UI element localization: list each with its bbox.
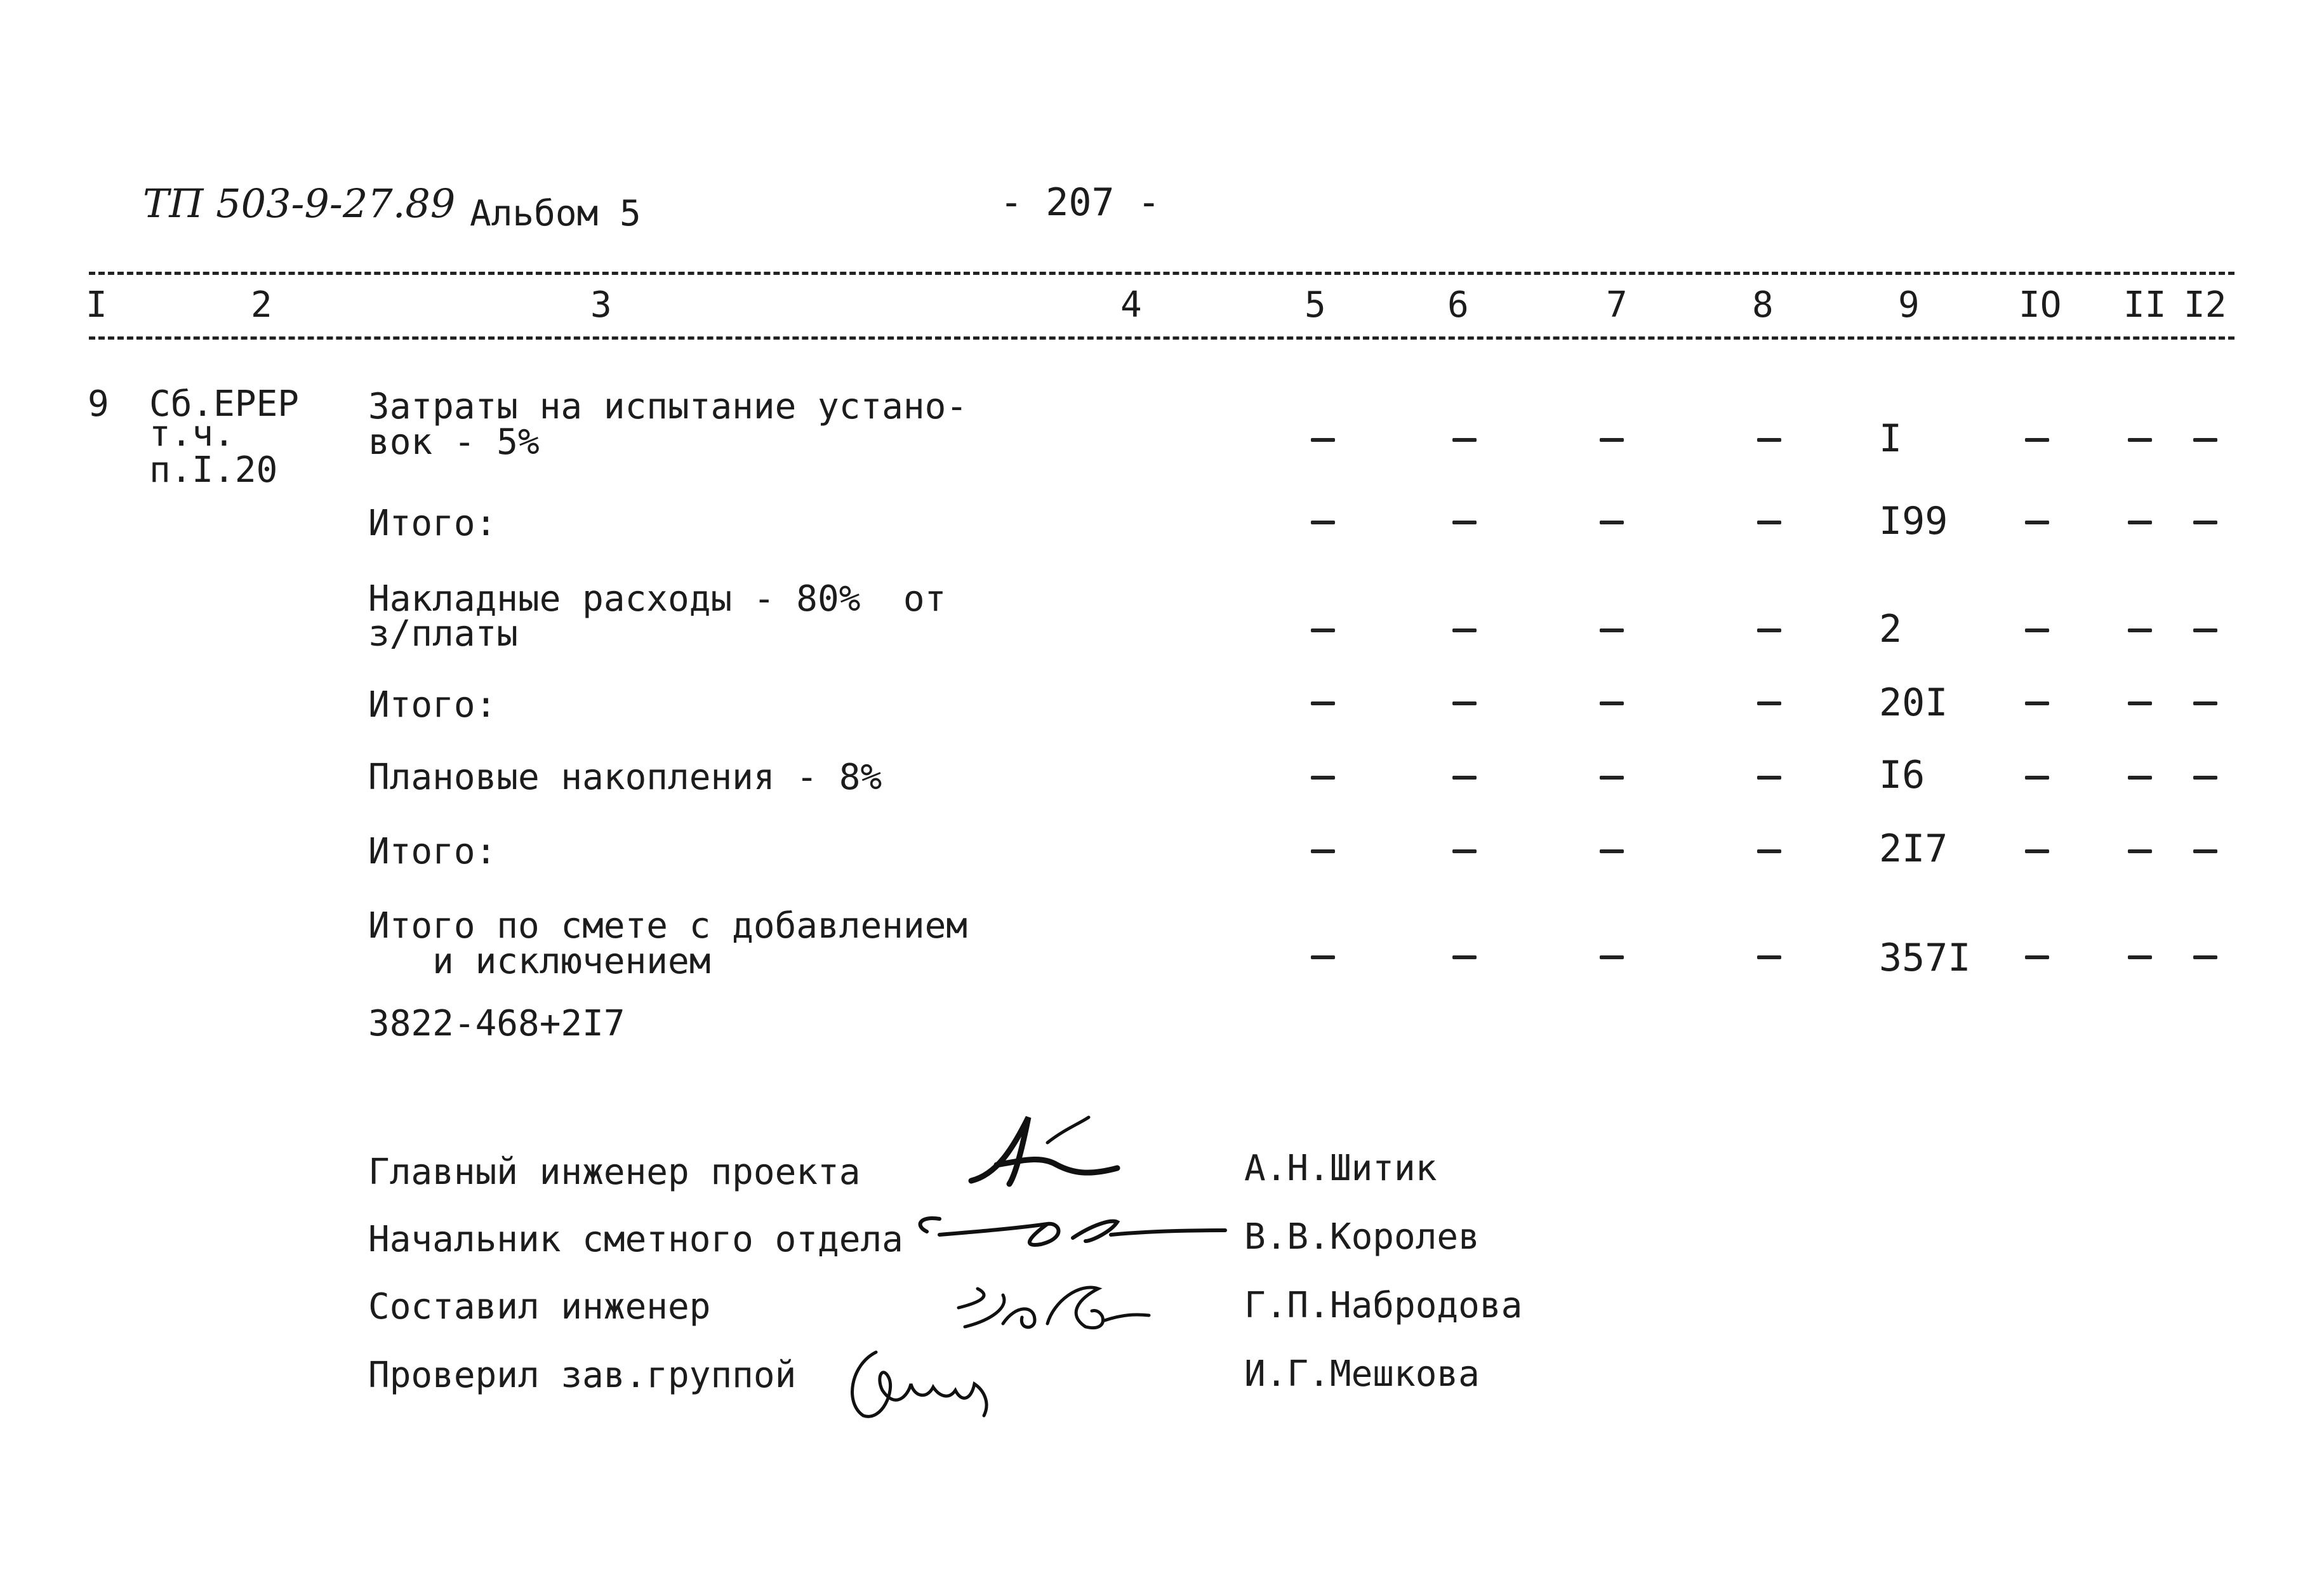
dash-cell-row-3-c7 (1600, 628, 1624, 632)
dash-cell-row-2-c10 (2025, 521, 2049, 524)
row-7-desc-line-1: Итого по смете с добавлением (368, 905, 968, 947)
row-2-col-9: I99 (1879, 499, 1948, 543)
dash-cell-row-5-c6 (1452, 776, 1477, 780)
row-3-desc-line-2: з/платы (368, 613, 519, 655)
item-ref-line-3: п.I.20 (149, 449, 278, 491)
item-number: 9 (88, 383, 109, 425)
row-1-desc-line-2: вок - 5% (368, 422, 540, 463)
signature-name-3: Г.П.Набродова (1244, 1285, 1523, 1326)
row-3-desc-line-1: Накладные расходы - 80% от (368, 578, 946, 620)
dash-cell-row-1-c11 (2128, 438, 2152, 442)
dash-cell-row-6-c11 (2128, 849, 2152, 853)
row-6-desc: Итого: (368, 831, 497, 872)
signature-name-1: А.Н.Шитик (1244, 1148, 1437, 1189)
row-6-col-9: 2I7 (1879, 827, 1948, 871)
document-code: ТП 503-9-27.89 (143, 180, 456, 227)
dash-cell-row-1-c6 (1452, 438, 1477, 442)
row-1-col-9: I (1879, 416, 1902, 461)
dash-cell-row-3-c5 (1311, 628, 1335, 632)
dash-cell-row-2-c8 (1757, 521, 1781, 524)
dash-cell-row-5-c5 (1311, 776, 1335, 780)
dash-cell-row-3-c10 (2025, 628, 2049, 632)
col-header-3: 3 (590, 284, 612, 326)
dash-cell-row-7-c5 (1311, 955, 1335, 959)
col-header-6: 6 (1447, 284, 1469, 326)
formula: 3822-468+2I7 (368, 1003, 625, 1044)
dash-cell-row-6-c10 (2025, 849, 2049, 853)
signature-mark-1 (952, 1105, 1130, 1200)
dash-cell-row-5-c11 (2128, 776, 2152, 780)
page-number: - 207 - (1000, 180, 1160, 225)
signature-role-2: Начальник сметного отдела (368, 1219, 903, 1260)
album-label: Альбом 5 (470, 193, 641, 234)
col-header-8: 8 (1752, 284, 1774, 326)
row-7-desc-line-2: и исключением (368, 941, 711, 982)
col-header-7: 7 (1606, 284, 1628, 326)
dash-cell-row-4-c5 (1311, 701, 1335, 705)
dash-cell-row-3-c6 (1452, 628, 1477, 632)
col-header-9: 9 (1898, 284, 1920, 326)
signature-role-4: Проверил зав.группой (368, 1355, 797, 1396)
dash-cell-row-5-c7 (1600, 776, 1624, 780)
dash-cell-row-4-c8 (1757, 701, 1781, 705)
item-ref-line-2: т.ч. (149, 413, 235, 455)
dash-cell-row-4-c10 (2025, 701, 2049, 705)
dash-cell-row-5-c8 (1757, 776, 1781, 780)
item-ref-line-1: Сб.ЕРЕР (149, 383, 300, 425)
row-5-desc: Плановые накопления - 8% (368, 757, 882, 798)
dash-cell-row-4-c12 (2193, 701, 2217, 705)
dash-cell-row-7-c10 (2025, 955, 2049, 959)
col-header-11: II (2123, 284, 2167, 326)
dash-cell-row-6-c8 (1757, 849, 1781, 853)
dash-cell-row-6-c12 (2193, 849, 2217, 853)
col-header-10: IO (2019, 284, 2062, 326)
dash-cell-row-2-c11 (2128, 521, 2152, 524)
row-3-col-9: 2 (1879, 607, 1902, 651)
dash-cell-row-3-c12 (2193, 628, 2217, 632)
col-header-5: 5 (1305, 284, 1326, 326)
dash-cell-row-2-c6 (1452, 521, 1477, 524)
dash-cell-row-7-c6 (1452, 955, 1477, 959)
row-1-desc-line-1: Затраты на испытание устано- (368, 386, 968, 427)
row-4-desc: Итого: (368, 684, 497, 726)
row-2-desc: Итого: (368, 503, 497, 544)
dash-cell-row-4-c6 (1452, 701, 1477, 705)
dash-cell-row-1-c7 (1600, 438, 1624, 442)
header-rule-bottom (89, 336, 2234, 340)
col-header-1: I (86, 284, 107, 326)
signature-name-2: В.В.Королев (1244, 1216, 1480, 1258)
signature-mark-4 (838, 1339, 1003, 1428)
dash-cell-row-7-c11 (2128, 955, 2152, 959)
col-header-4: 4 (1120, 284, 1142, 326)
dash-cell-row-6-c6 (1452, 849, 1477, 853)
dash-cell-row-2-c12 (2193, 521, 2217, 524)
dash-cell-row-1-c8 (1757, 438, 1781, 442)
dash-cell-row-2-c7 (1600, 521, 1624, 524)
dash-cell-row-7-c7 (1600, 955, 1624, 959)
col-header-12: I2 (2184, 284, 2227, 326)
dash-cell-row-4-c11 (2128, 701, 2152, 705)
dash-cell-row-7-c8 (1757, 955, 1781, 959)
dash-cell-row-1-c12 (2193, 438, 2217, 442)
dash-cell-row-3-c8 (1757, 628, 1781, 632)
dash-cell-row-1-c10 (2025, 438, 2049, 442)
dash-cell-row-7-c12 (2193, 955, 2217, 959)
row-5-col-9: I6 (1879, 753, 1925, 797)
dash-cell-row-1-c5 (1311, 438, 1335, 442)
col-header-2: 2 (251, 284, 272, 326)
dash-cell-row-4-c7 (1600, 701, 1624, 705)
dash-cell-row-6-c5 (1311, 849, 1335, 853)
header-rule-top (89, 272, 2234, 275)
dash-cell-row-3-c11 (2128, 628, 2152, 632)
dash-cell-row-5-c10 (2025, 776, 2049, 780)
signature-mark-2 (901, 1206, 1232, 1257)
row-4-col-9: 20I (1879, 681, 1948, 725)
signature-name-4: И.Г.Мешкова (1244, 1353, 1480, 1395)
dash-cell-row-6-c7 (1600, 849, 1624, 853)
signature-role-1: Главный инженер проекта (368, 1152, 861, 1193)
dash-cell-row-2-c5 (1311, 521, 1335, 524)
dash-cell-row-5-c12 (2193, 776, 2217, 780)
row-7-col-9: 357I (1879, 936, 1971, 980)
signature-role-3: Составил инженер (368, 1286, 711, 1327)
